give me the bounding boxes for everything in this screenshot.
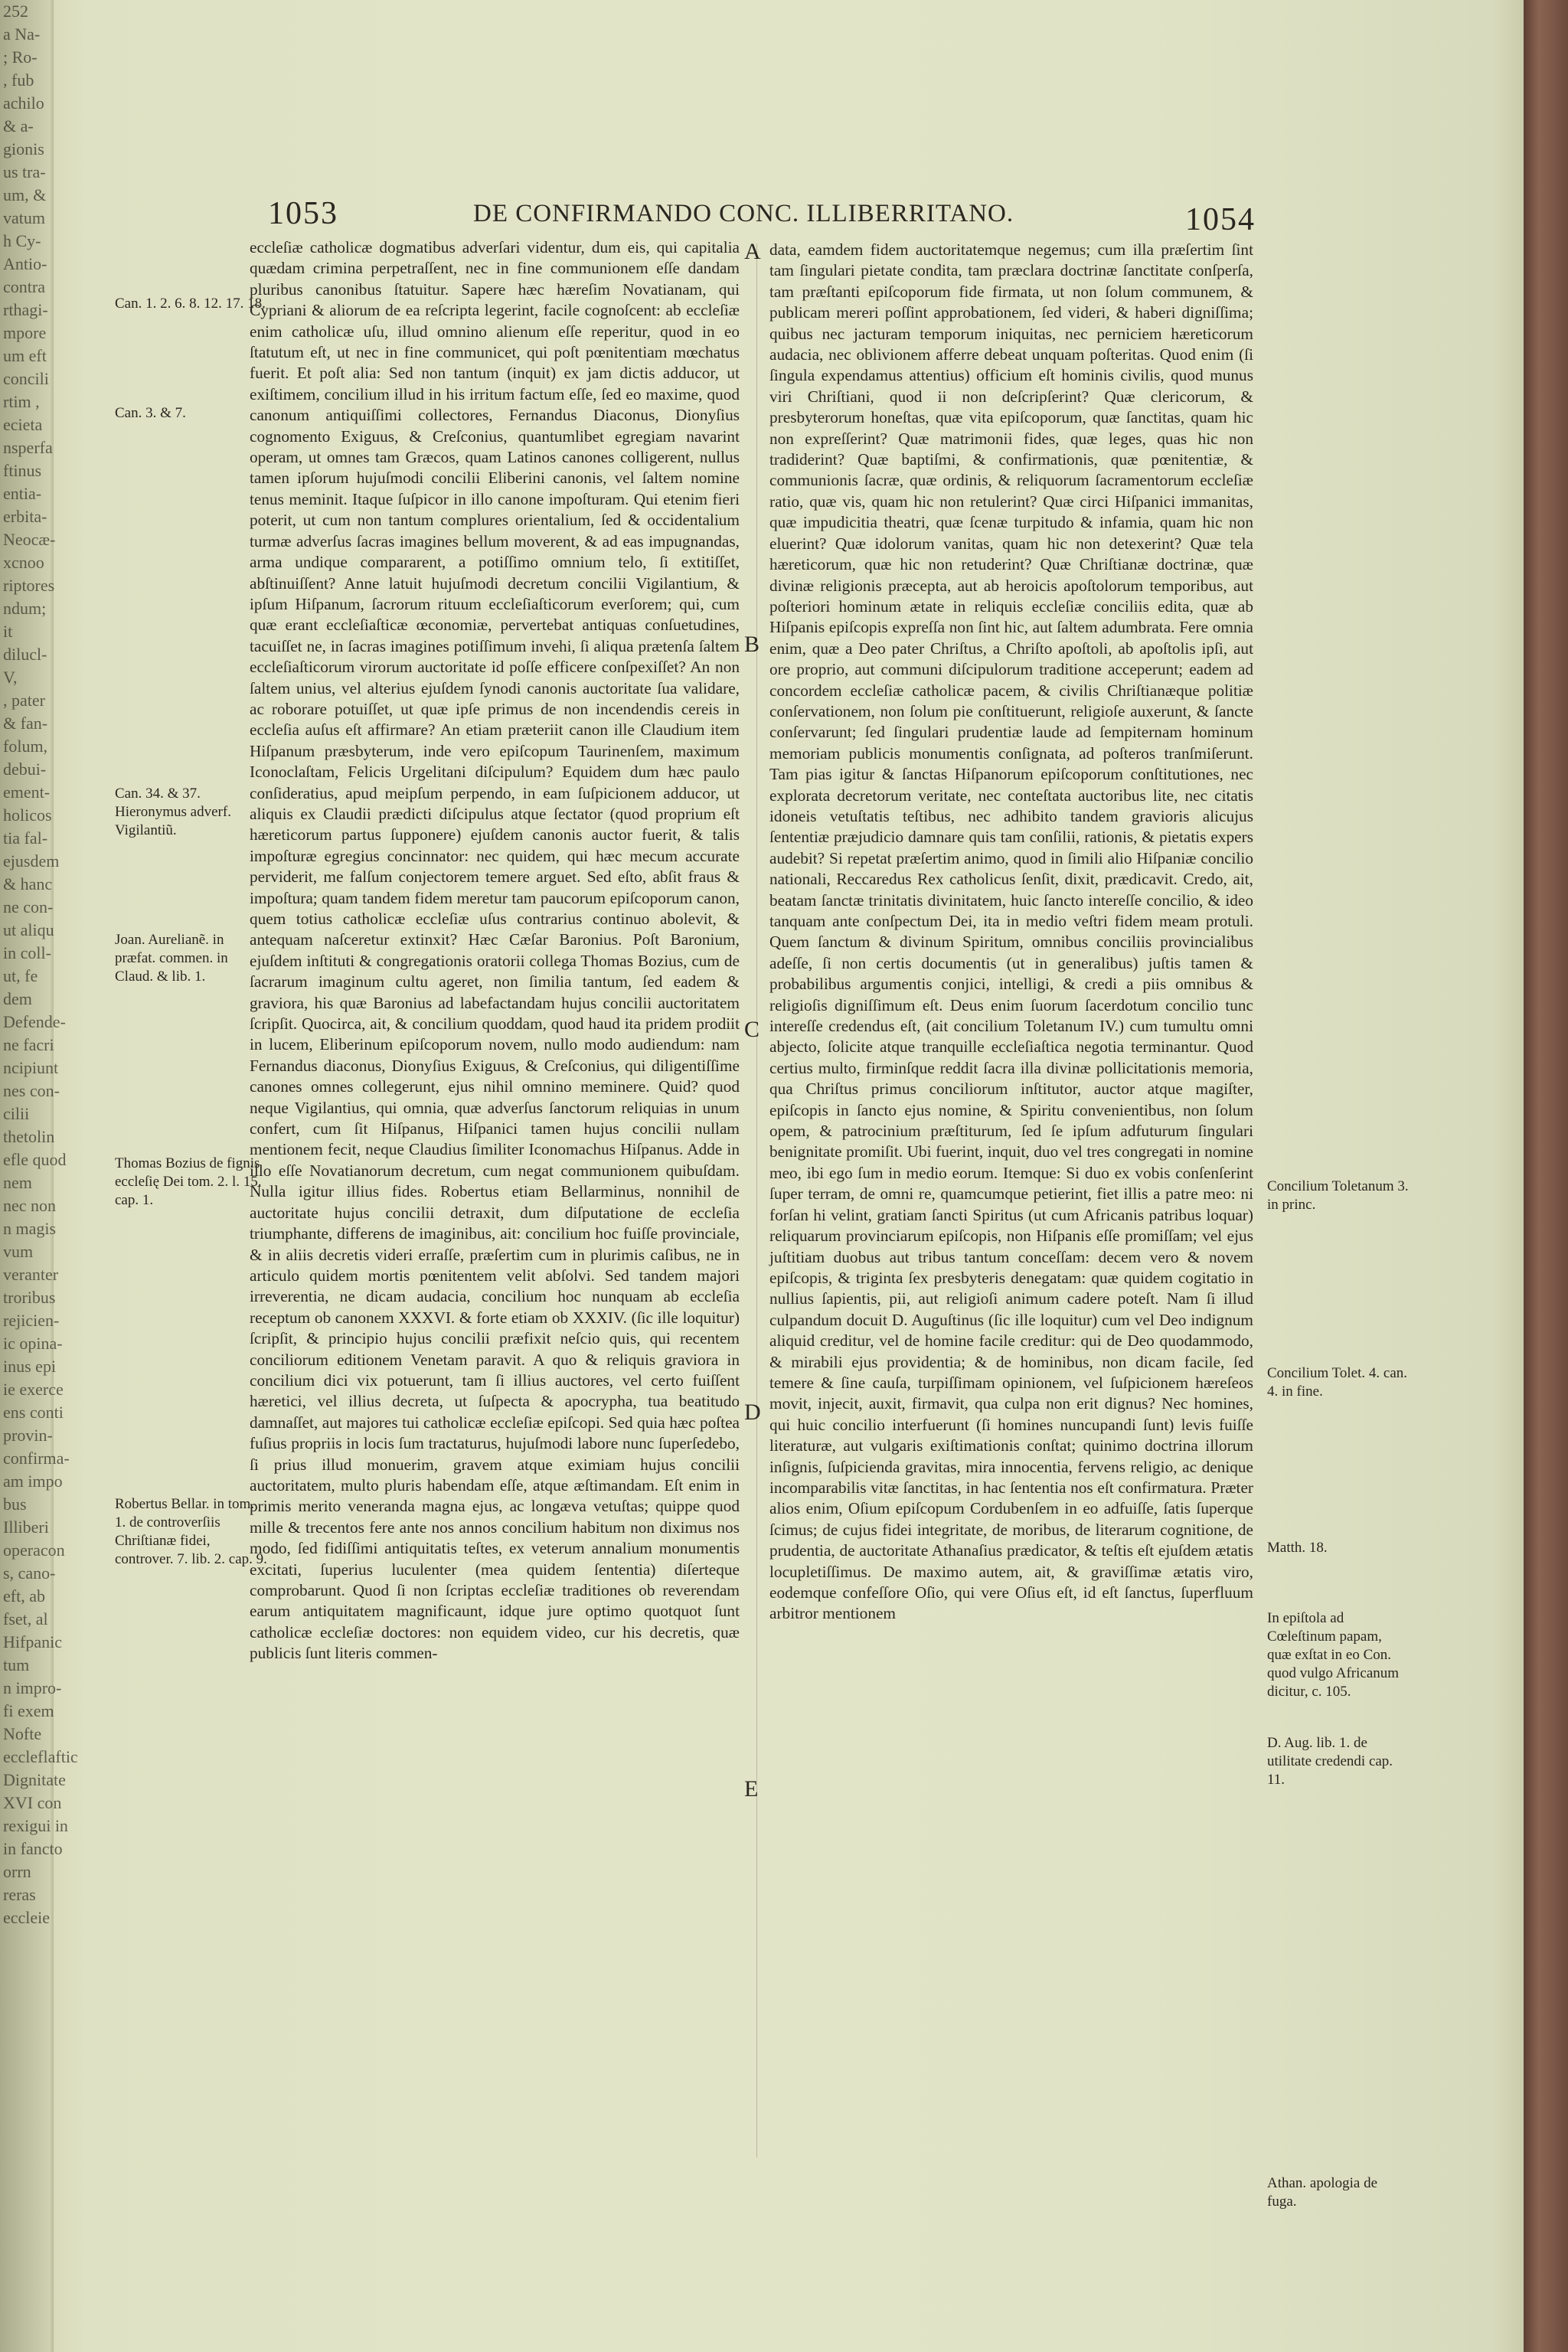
previous-page-fragment: vum [3,1242,34,1261]
previous-page-fragment: in coll- [3,943,51,962]
section-marker: B [744,632,760,657]
previous-page-fragment: ne facri [3,1035,54,1054]
previous-page-fragment: V, [3,668,18,687]
previous-page-fragment: bus [3,1494,27,1514]
previous-page-fragment: Hifpanic [3,1632,62,1651]
previous-page-fragment: eft, ab [3,1586,45,1606]
previous-page-fragment: nsperfa [3,438,53,457]
previous-page-fragment: s, cano- [3,1563,56,1583]
right-margin-note: Concilium Tolet. 4. can. 4. in fine. [1267,1365,1408,1400]
previous-page-fragment: tia fal- [3,828,48,848]
previous-page-fragment: dilucl- [3,645,47,664]
previous-page-fragment: efle quod [3,1150,67,1169]
previous-page-fragment: ncipiunt [3,1058,59,1077]
page-number-left: 1053 [268,196,338,231]
right-margin-note: D. Aug. lib. 1. de utilitate credendi cap. 11. [1267,1735,1393,1788]
previous-page-fragment: Antio- [3,254,47,273]
previous-page-fragment: vatum [3,208,45,227]
previous-page-fragment: ne con- [3,897,54,916]
section-marker: D [744,1400,761,1425]
previous-page-fragment: ic opina- [3,1334,63,1353]
previous-page-fragment: n impro- [3,1678,62,1697]
previous-page-fragment: debui- [3,760,47,779]
previous-page-fragment: in fancto [3,1839,63,1858]
previous-page-fragment: um eft [3,346,47,365]
previous-page-fragment: contra [3,277,45,296]
previous-page-fragment: Dignitate [3,1770,66,1789]
previous-page-fragment: dem [3,989,32,1008]
previous-page-fragment: cilii [3,1104,30,1123]
previous-page-fragment: thetolin [3,1127,55,1146]
running-title: DE CONFIRMANDO CONC. ILLIBERRITANO. [473,200,1014,227]
previous-page-fragment: & fan- [3,714,48,733]
column-divider [756,243,757,2158]
right-margin-note: Matth. 18. [1267,1540,1328,1556]
left-margin-note: Joan. Aurelianẽ. in præfat. commen. in Claud. & lib. 1. [115,932,228,985]
previous-page-fragment: ut, fe [3,966,38,985]
previous-page-fragment: xcnoo [3,553,44,572]
previous-page-fragment: ecieta [3,415,43,434]
previous-page-fragment: ie exerce [3,1380,64,1399]
previous-page-fragment: a Na- [3,24,41,44]
previous-page-fragment: ftinus [3,461,42,480]
previous-page-fragment: ndum; [3,599,47,618]
previous-page-fragment: entia- [3,484,42,503]
previous-page-fragment: Illiberi [3,1517,49,1537]
previous-page-fragment: rexigui in [3,1816,68,1835]
previous-page-fragment: XVI con [3,1793,62,1812]
previous-page-fragment: troribus [3,1288,56,1307]
previous-page-fragment: operacon [3,1540,65,1560]
previous-page-fragment: nes con- [3,1081,60,1100]
previous-page-fragment: fi exem [3,1701,54,1720]
previous-page-fragment: erbita- [3,507,47,526]
right-column-paragraph: data, eamdem fidem auctoritatemque negemus; cum illa præſertim ſint tam ſingulari pietate condita, tam præclara doctrinæ ſanctitate conſperſa, tam præſtanti epiſcoporum fide firmata, ut non ſolum communem, & publicam mereri poſſint approbationem, ſed videri, & haberi digniſſima; quibus nec jacturam temporum iniquitas, nec perniciem hæreticorum audacia, nec oblivionem afferre debeat unquam poſteritas. Quod enim (ſi ſingula expendamus attentius) officium eſt hominis civilis, quod munus viri Chriſtiani, quod ii non deſcripſerint? Quæ clericorum, & presbyterorum honeſtas, quæ vita epiſcoporum, quæ ſanctitas, quam hic non expreſſerint? Quæ matrimonii fides, quæ leges, quas hic non tradiderint? Quæ baptiſmi, & confirmationis, quæ pœnitentiæ, & communionis ſacræ, quæ ordinis, & reliquorum ſacramentorum eccleſiæ ratio, quæ vis, quam hic non retulerint? Quæ circi Hiſpanici immanitas, quæ impudicitia theatri, quæ ſcenæ turpitudo & infamia, quam hic non eluerint? Quæ idolorum vanitas, quam hic non detexerint? Quæ tela hæreticorum, quæ hic non retuderint? Quæ Chriſtianæ doctrinæ, quæ divinæ religionis præcepta, aut ab heroicis apoſtolorum temporibus, aut poſteriori hominum ætate in reliquis eccleſiæ conciliis edita, quæ ab Hiſpanis epiſcopis expreſſa non ſint hic, aut ſaltem adumbrata. Fere omnia enim, quæ a Deo pater Chriſtus, a Chriſto apoſtoli, ab apoſtolis ipſi, aut ore proprio, aut communi diſcipulorum traditione acceperunt; eadem ad concordem eccleſiæ catholicæ pacem, & civilis Chriſtianæque politiæ conſervationem, non ſolum pie conſtituerunt, religioſe auxerunt, & ſancte conſervarunt; ſed ſingulari prudentiæ laude ad ſempiternam hominum memoriam publicis monumentis conſignata, ad poſteros tranſmiſerunt. Tam pias igitur & ſanctas Hiſpanorum epiſcoporum conſtitutiones, nec explorata decretorum veritate, nec conteſtata auctoribus lite, nec citatis idoneis vetuſtatis teſtibus, nec adhibito tandem gravioris alicujus ſententiæ præjudicio damnare quis tam conſilii, rationis, & pietatis expers audebit? Si repetat præſertim animo, quod in ſimili alio Hiſpaniæ concilio nationali, Reccaredus Rex catholicus ſenſit, dixit, prædicavit. Credo, ait, beatam ſanctæ trinitatis divinitatem, huic ſancto intereſſe concilio, & ideo tanquam ante conſpectum Dei, ita in medio veſtri fidem meam protuli. Quem ſanctum & divinum Spiritum, omnibus conciliis provincialibus adeſſe, ſi non certis documentis (ut in generalibus) juſtis tamen & probabilibus argumentis conjici, intelligi, & credi a piis omnibus & religioſis digniſſimum eſt. Deus enim ſuorum ſacerdotum concilio tunc intereſſe credendus eſt, (ait concilium Toletanum IV.) cum tumultu omni abjecto, ſolicite atque tranquille eccleſiaſtica negotia terminantur. Quod certius multo, firminſque reddit ſacra illa divinæ pollicitationis memoria, qua Chriſtus primus conciliorum inſtitutor, auctor atque magiſter, epiſcopis in ſancto ejus nomine, & Spiritu convenientibus, non ſolum opem, & patrocinium præſtiturum, ſed ſe ipſum adfuturum ſingulari benignitate promiſit. Ubi fuerint, inquit, duo vel tres congregati in nomine meo, ibi ego ſum in medio eorum. Itemque: Si duo ex vobis conſenſerint ſuper terram, de omni re, quamcumque petierint, fiet illis a patre meo: ni forſan hi velint, gratiam ſancti Spiritus (ut cum Africanis patribus loquar) reliquarum provinciarum epiſcopis, non Hiſpanis eſſe promiſſam; vel ejus juſtitiam duobus aut tribus tantum conceſſam: decem vero & novem epiſcopis, & triginta ſex presbyteris denegatam: quæ quidem cogitatio in nullius ſapientis, pii, aut religioſi animum cadere poteſt. Nam ſi illud culpandum docuit D. Auguſtinus (ſic ille loquitur) cum vel Deo indignum aliquid creditur, vel de homine facile creditur: qui de Deo quodammodo, & mirabili ejus providentia; & de hominibus, non dicam facile, ſed temere & ſine cauſa, turpiſſimam opinionem, vel ſuſpicionem hæreſeos movit, injecit, auxit, firmavit, qua culpa non erit dignus? Nec homines, qui huic concilio interfuerunt (ſi homines nuncupandi ſunt) levis fuiſſe literaturæ, aut vulgaris exiſtimationis conſtat; quinimo doctrina illorum inſignis, ſuſpicienda gravitas, mira innocentia, fervens religio, ac denique incomparabilis vitæ ſanctitas, in hac ſententia nos eſt confirmatura. Præter alios enim, Oſium epiſcopum Cordubenſem in eo adfuiſſe, ſatis ſuperque ſcimus; de cujus fidei integritate, de moribus, de literarum cognitione, de prudentia, de auctoritate Athanaſius prædicator, & teſtis eſt ejuſdem ætatis locupletiſſimus. De maximo autem, ait, & graviſſimæ ætatis viro, eodemque confeſſore Oſio, qui vere Oſius eſt, id eſt ſanctus, ſuperfluum arbitror mentionem [769,240,1253,1623]
previous-page-fragment: orrn [3,1862,31,1881]
previous-page-fragment: holicos [3,805,52,825]
previous-page-fragment: concili [3,369,49,388]
previous-page-fragment: nec non [3,1196,57,1215]
right-text-column [769,240,1253,2169]
section-marker: A [744,239,761,264]
previous-page-fragment: achilo [3,93,44,113]
previous-page-fragment: veranter [3,1265,59,1284]
previous-page-fragment: gionis [3,139,44,158]
left-margin-note: Can. 3. & 7. [115,405,186,421]
previous-page-fragment: eccleie [3,1908,51,1927]
previous-page-fragment: h Cy- [3,231,41,250]
previous-page-fragment: ens conti [3,1403,64,1422]
right-margin-note: Athan. apologia de fuga. [1267,2175,1378,2210]
previous-page-fragment: riptores [3,576,55,595]
section-marker: E [744,1776,759,1802]
previous-page-fragment: tum [3,1655,30,1674]
previous-page-edge [0,0,78,2352]
previous-page-fragment: & hanc [3,874,53,893]
previous-page-fragment: ut aliqu [3,920,54,939]
previous-page-fragment: provin- [3,1426,53,1445]
page-number-right: 1054 [1185,202,1256,237]
previous-page-fragment: mpore [3,323,47,342]
right-margin-note: In epiſtola ad Cœleſtinum papam, quæ exſtat in eo Con. quod vulgo Africanum dicitur, c. 105. [1267,1610,1400,1700]
right-margin-note: Concilium Toletanum 3. in princ. [1267,1178,1409,1213]
previous-page-fragment: rthagi- [3,300,48,319]
previous-page-fragment: n magis [3,1219,57,1238]
left-margin-note: Can. 1. 2. 6. 8. 12. 17. 18. [115,296,266,312]
previous-page-fragment: Neocæ- [3,530,56,549]
section-marker: C [744,1017,760,1042]
previous-page-fragment: ejusdem [3,851,60,871]
page-header [230,195,1302,237]
left-margin-note: Thomas Bozius de fignis eccleſię Dei tom. 2. l. 15. cap. 1. [115,1155,262,1208]
left-margin-note: Can. 34. & 37. Hieronymus adverf. Vigilantiũ. [115,786,231,838]
left-text-column [250,237,740,2228]
previous-page-fragment: eccleflaftic [3,1747,78,1766]
previous-page-fragment: folum, [3,737,48,756]
previous-page-fragment: inus epi [3,1357,57,1376]
previous-page-fragment: um, & [3,185,47,204]
previous-page-fragment: rejicien- [3,1311,60,1330]
book-binding-edge [1524,0,1568,2352]
previous-page-fragment: 252 [3,2,28,21]
previous-page-fragment: rtim , [3,392,40,411]
previous-page-fragment: fset, al [3,1609,48,1628]
previous-page-fragment: Nofte [3,1724,42,1743]
previous-page-fragment: ement- [3,782,51,802]
left-column-paragraph: eccleſiæ catholicæ dogmatibus adverſari videntur, dum eis, qui capitalia quædam crimina perpetraſſent, nec in fine communionem eſſe dandam pluribus canonibus ſtatuitur. Sapere hæc hæreſim Novatianam, qui Cypriani & aliorum de ea reſcripta legerint, facile cognoſcent: ab eccleſiæ enim catholicæ uſu, illud omnino alienum eſſe reperitur, quod in eo ſtatutum eſt, ut nec in fine communicet, qui poſt pœnitentiam mœchatus fuerit. Et poſt alia: Sed non tantum (inquit) ex jam dictis adducor, ut exiſtimem, concilium illud in his irritum factum eſſe, ſed eo maxime, quod canonum antiquiſſimi collectores, Fernandus Diaconus, Dionyſius cognomento Exiguus, & Creſconius, quantumlibet egregiam navarint operam, ut omnes tam Græcos, quam Latinos canones colligerent, nullus tamen ipſorum hujuſmodi concilii Eliberini canonis, vel ſaltem nomine tenus meminit. Itaque ſuſpicor in illo canone impoſturam. Qui etenim fieri poterit, ut cum non tantum complures orientalium, ſed & occidentalium turmæ adverſus ſacras imagines bellum moverent, & ad eas impugnandas, arma undique compararent, a potiſſimo omnium telo, ſi extitiſſet, abſtinuiſſent? Anne latuit hujuſmodi decretum concilii Vigilantium, & ipſum Hiſpanum, ſacrorum rituum eccleſiaſticorum everſorem; qui, cum quæ erant eccleſiaſticæ œconomiæ, pervertebat antiquas conſuetudines, tacuiſſet ne, in ſacras imagines potiſſimum invehi, ſi aliqua prætenſa ſaltem eccleſiaſticorum virorum auctoritate id poſſe efficere conſpexiſſet? An non ſaltem unius, vel alterius ejuſdem ſynodi canonis auctoritate ſua validare, ac roborare potuiſſet, ut quæ ipſe primus de non incendendis cereis in eccleſia auſus eſt affirmare? An etiam præteriit canon ille Claudium item Hiſpanum præsbyterum, inde vero epiſcopum Taurinenſem, maximum Iconoclaſtam, Felicis Urgelitani diſcipulum? Equidem dum hæc paulo conſideratius, apud meipſum perpendo, in eam ſuſpicionem adducor, ut aliquis ex Claudii prædicti diſcipulus atque ſectator (quod proprium eſt hæreticorum partus ſupponere) ejuſdem canonis auctor fuerit, & talis impoſturæ egregius concinnator: nec quidem, qui hæc mecum accurate perviderit, me falſum conjectorem temere arguet. Sed eſto, abſit fraus & impoſtura; quam tandem fidem meretur tam paucorum epiſcoporum canon, quem totius catholicæ eccleſiæ uſus contrarius continuo abolevit, & antequam naſceretur extinxit? Hæc Cæſar Baronius. Poſt Baronium, ejuſdem inſtituti & congregationis oratorii collega Thomas Bozius, cum de ſacrarum imaginum cultu ageret, non ſimilia tantum, ſed eadem & graviora, his quæ Baronius ad labefactandam hujus concilii auctoritatem ſcripſit. Quocirca, ait, & concilium quoddam, quod haud ita pridem prodiit in lucem, Eliberinum epiſcoporum novem, nullo modo audiendum: nam Fernandus diaconus, Dionyſius Exiguus, & Creſconius, qui diligentiſſime canones omnes collegerunt, ejus nihil omnino meminere. Quid? quod neque Vigilantius, qui omnia, quæ adverſus ſanctorum reliquias in unum confert, cum ſit Hiſpanus, Hiſpanici tamen hujus concilii nullam mentionem fecit, neque Claudius ſimiliter Iconomachus Hiſpanus. Adde in illo eſſe Novatianorum decretum, cum negat communionem quibuſdam. Nulla igitur illius fides. Robertus etiam Bellarminus, nonnihil de auctoritate hujus concilii detraxit, dum diſputatione de eccleſia triumphante, differens de imaginibus, ait: concilium hoc fuiſſe provinciale, & in aliis decretis videri erraſſe, præſertim cum in plurimis caſibus, ne in articulo quidem mortis pœnitentem velit abſolvi. Sed tandem majori irreverentia, ne dicam audacia, concilium hoc nunquam ab eccleſia receptum ob canonem XXXVI. & forte etiam ob XXXIV. (ſic ille loquitur) ſcripſit, & principio hujus concilii præfixit neſcio quis, qui recentem conciliorum editionem Venetam paravit. A quo & reliquis graviora in concilium dici vix potuerunt, tam ſi illius auctores, vel certo fuiſſent hæretici, vel illius decreta, ut ſuſpecta & apocrypha, tua beatitudo damnaſſet, aut majores tui catholicæ eccleſiæ epiſcopi. Sed quia hæc poſtea fuſius propriis in locis ſum tractaturus, hujuſmodi labore nunc ſuperſedebo, ſi prius illud monuerim, gravem atque eximiam hujus concilii auctoritatem, multo pluris habendam eſſe, atque æſtimandam. Eſt enim in primis merito veneranda magna ejus, ac longæva vetuſtas; quippe quod mille & trecentos fere ante nos annos concilium habitum non diximus nos modo, ſed fidiſſimi antiquitatis teſtes, ex veterum annalium monumentis excitati, ſuperius luculenter (mea quidem ſententia) diſerteque comprobarunt. Quod ſi non ſcriptas eccleſiæ traditiones ob reverendam earum antiquitatem magnificaunt, idque jure optimo quotquot ſunt catholicæ eccleſiæ doctores: non equidem video, cur his decretis, quæ publicis ſunt literis commen- [250,238,740,1663]
previous-page-fragment: , pater [3,691,45,710]
previous-page-fragment: nem [3,1173,32,1192]
previous-page-fragment: reras [3,1885,36,1904]
previous-page-fragment: , fub [3,70,34,90]
previous-page-fragment: am impo [3,1472,63,1491]
previous-page-fragment: confirma- [3,1449,70,1468]
previous-page-fragment: Defende- [3,1012,66,1031]
left-margin-note: Robertus Bellar. in tom. 1. de controverſiis Chriſtianæ fidei, controver. 7. lib. 2. cap. 9. [115,1496,267,1567]
previous-page-fragment: us tra- [3,162,46,181]
previous-page-fragment: & a- [3,116,34,136]
previous-page-fragment: ; Ro- [3,47,38,67]
previous-page-fragment: it [3,622,13,641]
